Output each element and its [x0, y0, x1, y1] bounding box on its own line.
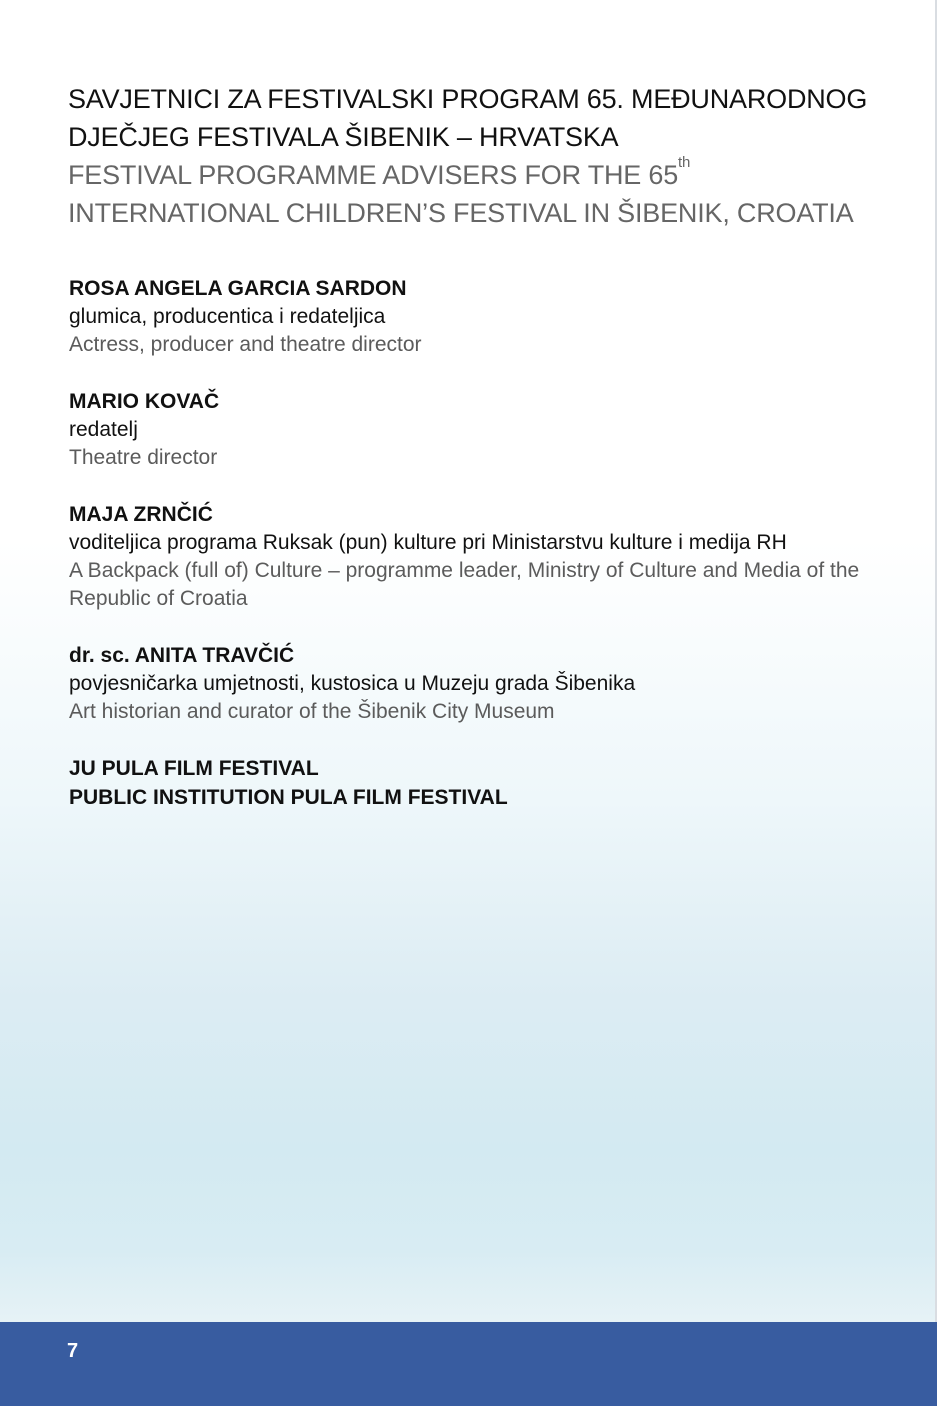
page-number: 7	[67, 1340, 79, 1362]
heading-en-line-2: INTERNATIONAL CHILDREN’S FESTIVAL IN ŠIBENIK, CROATIA	[68, 198, 854, 228]
heading-en-line-1	[68, 156, 908, 194]
adviser-role-en: Theatre director	[69, 446, 218, 469]
heading-hr-line-2: DJEČJEG FESTIVALA ŠIBENIK – HRVATSKA	[68, 122, 619, 152]
heading-ordinal-suffix: th	[678, 154, 691, 171]
adviser-entry	[69, 641, 889, 726]
footer-bar	[0, 1322, 937, 1406]
heading-en-line-1-text: FESTIVAL PROGRAMME ADVISERS FOR THE 65	[68, 160, 679, 190]
adviser-role-en: Art historian and curator of the Šibenik City Museum	[69, 700, 555, 723]
page-heading	[68, 80, 908, 232]
adviser-name: dr. sc. ANITA TRAVČIĆ	[69, 644, 295, 667]
adviser-entry	[69, 500, 889, 613]
adviser-entry	[69, 387, 889, 472]
institution-name-hr: JU PULA FILM FESTIVAL	[69, 757, 319, 780]
advisers-list	[69, 274, 889, 840]
adviser-name: MARIO KOVAČ	[69, 390, 220, 413]
adviser-name: ROSA ANGELA GARCIA SARDON	[69, 277, 407, 300]
adviser-role-en: Actress, producer and theatre director	[69, 333, 422, 356]
adviser-role-hr: glumica, producentica i redateljica	[69, 305, 386, 328]
institution-entry	[69, 754, 889, 812]
heading-hr-line-1: SAVJETNICI ZA FESTIVALSKI PROGRAM 65. MEĐUNARODNOG	[68, 84, 868, 114]
institution-name-en: PUBLIC INSTITUTION PULA FILM FESTIVAL	[69, 786, 508, 809]
adviser-role-hr: voditeljica programa Ruksak (pun) kulture pri Ministarstvu kulture i medija RH	[69, 531, 787, 554]
adviser-entry	[69, 274, 889, 359]
adviser-role-hr: redatelj	[69, 418, 138, 441]
adviser-role-en: A Backpack (full of) Culture – programme leader, Ministry of Culture and Media of the Republic of Croatia	[69, 559, 860, 610]
adviser-role-hr: povjesničarka umjetnosti, kustosica u Muzeju grada Šibenika	[69, 672, 636, 695]
adviser-name: MAJA ZRNČIĆ	[69, 503, 213, 526]
